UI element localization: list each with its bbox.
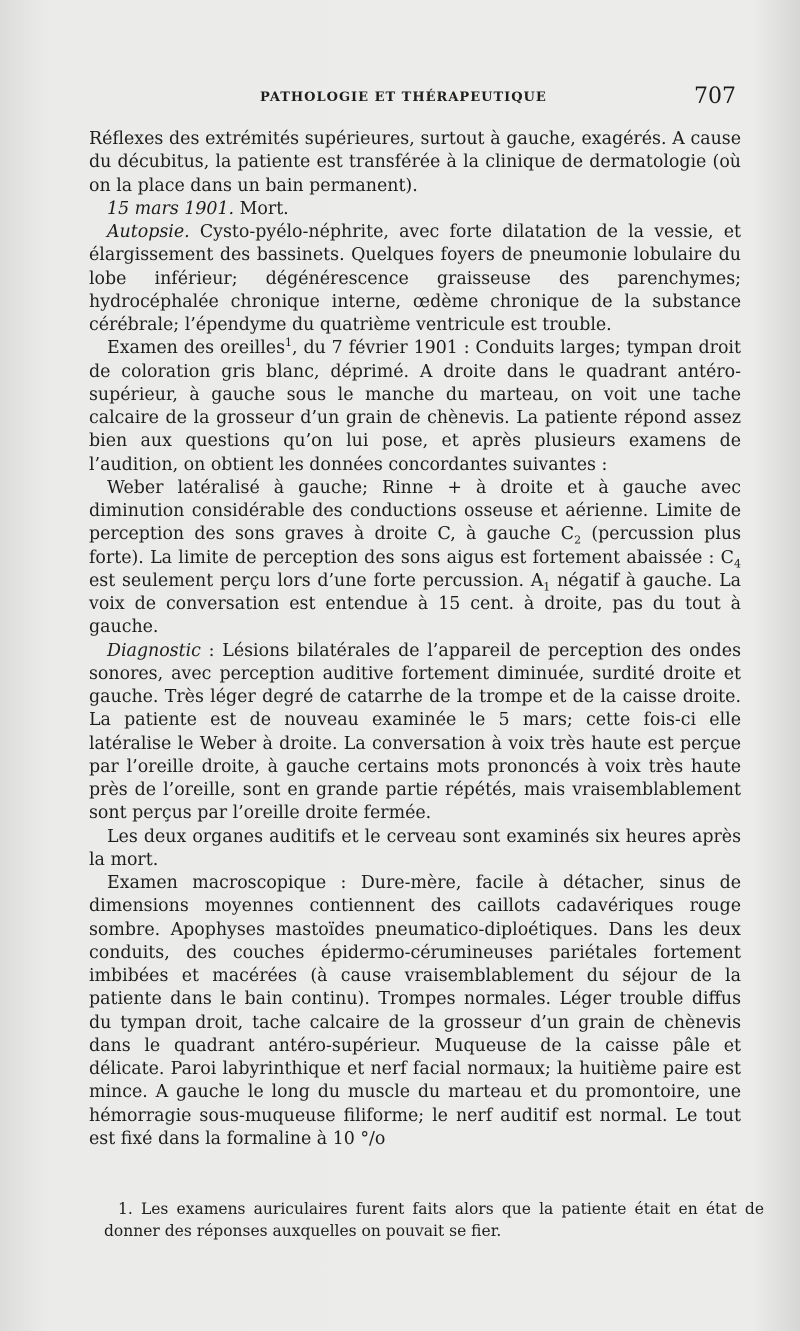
diagnostic-text: : Lésions bilatérales de l’appareil de perception des ondes sonores, avec perception auditive fortement diminuée, surdité droite et gauche. Très léger degré de catarrhe de la trompe et de la caisse droite. La patiente est de nouveau examinée le 5 mars; cette fois-ci elle latéralise le Weber à droite. La conversation à voix très haute est perçue par l’oreille droite, à gauche certains mots prononcés à voix très haute près de l’oreille, sont en grande partie répétés, mais vraisemblablement sont perçus par l’oreille droite fermée. [89, 640, 741, 824]
weber-text-d: négatif à gauche. La voix de conversation est entendue à 15 cent. à droite, pas du tout à gauche. [89, 570, 741, 638]
paragraph-autopsy [89, 221, 741, 337]
ear-exam-text: , du 7 février 1901 : Conduits larges; tympan droit de coloration gris blanc, déprimé. A droite dans le quadrant antéro-supérieur, à gauche sous le manche du marteau, on voit une tache calcaire de la grosseur d’un grain de chènevis. La patiente répond assez bien aux questions qu’on lui pose, et après plusieurs examens de l’audition, on obtient les données concordantes suivantes : [89, 338, 741, 475]
body-text [89, 128, 741, 1151]
subscript-c4: 4 [734, 556, 741, 570]
autopsy-text: Cysto-pyélo-néphrite, avec forte dilatation de la vessie, et élargissement des bassinets. Quelques foyers de pneumonie lobulaire du lobe inférieur; dégénérescence graisseuse des parenchymes; hydrocéphalée chronique interne, œdème chronique de la substance cérébrale; l’épendyme du quatrième ventricule est trouble. [89, 222, 741, 335]
page-number: 707 [694, 84, 736, 109]
diagnostic-label: Diagnostic [107, 640, 201, 661]
subscript-c2: 2 [574, 533, 582, 547]
footnote [104, 1198, 764, 1242]
weber-text-c: est seulement perçu lors d’une forte percussion. A [89, 570, 544, 591]
paragraph-death [89, 198, 741, 221]
running-title: PATHOLOGIE ET THÉRAPEUTIQUE [260, 90, 547, 105]
paragraph-diagnostic [89, 640, 741, 826]
subscript-a1: 1 [543, 580, 551, 594]
death-date: 15 mars 1901. [107, 198, 235, 219]
weber-text-b: (percussion plus forte). La limite de perception des sons aigus est fortement abaissée : C [89, 524, 742, 568]
paragraph-macroscopic: Examen macroscopique : Dure-mère, facile à détacher, sinus de dimensions moyennes contiennent des caillots cadavériques rouge sombre. Apophyses mastoïdes pneumatico-diploétiques. Dans les deux conduits, des couches épidermo-cérumineuses pariétales fortement imbibées et macérées (à cause vraisemblablement du séjour de la patiente dans le bain continu). Trompes normales. Léger trouble diffus du tympan droit, tache calcaire de la grosseur d’un grain de chènevis dans le quadrant antéro-supérieur. Muqueuse de la caisse pâle et délicate. Paroi labyrinthique et nerf facial normaux; la huitième paire est mince. A gauche le long du muscle du marteau et du promontoire, une hémorragie sous-muqueuse filiforme; le nerf auditif est normal. Le tout est fixé dans la formaline à 10 °/o [89, 873, 741, 1149]
ear-exam-lead: Examen des oreilles [107, 338, 285, 359]
death-text: Mort. [234, 198, 289, 219]
paragraph-ear-exam [89, 337, 741, 477]
autopsy-label: Autopsie. [107, 222, 190, 242]
page-header [100, 84, 740, 112]
paragraph-weber [89, 477, 741, 640]
footnote-ref: 1 [285, 336, 292, 350]
paragraph-examined: Les deux organes auditifs et le cerveau sont examinés six heures après la mort. [89, 826, 741, 870]
weber-text-a: Weber latéralisé à gauche; Rinne + à droite et à gauche avec diminution considérable des conductions osseuse et aérienne. Limite de perception des sons graves à droite C, à gauche C [89, 477, 741, 545]
footnote-text: 1. Les examens auriculaires furent faits alors que la patiente était en état de donner des réponses auxquelles on pouvait se fier. [104, 1200, 764, 1240]
paragraph-reflexes: Réflexes des extrémités supérieures, surtout à gauche, exagérés. A cause du décubitus, la patiente est transférée à la clinique de dermatologie (où on la place dans un bain permanent). [89, 129, 741, 196]
